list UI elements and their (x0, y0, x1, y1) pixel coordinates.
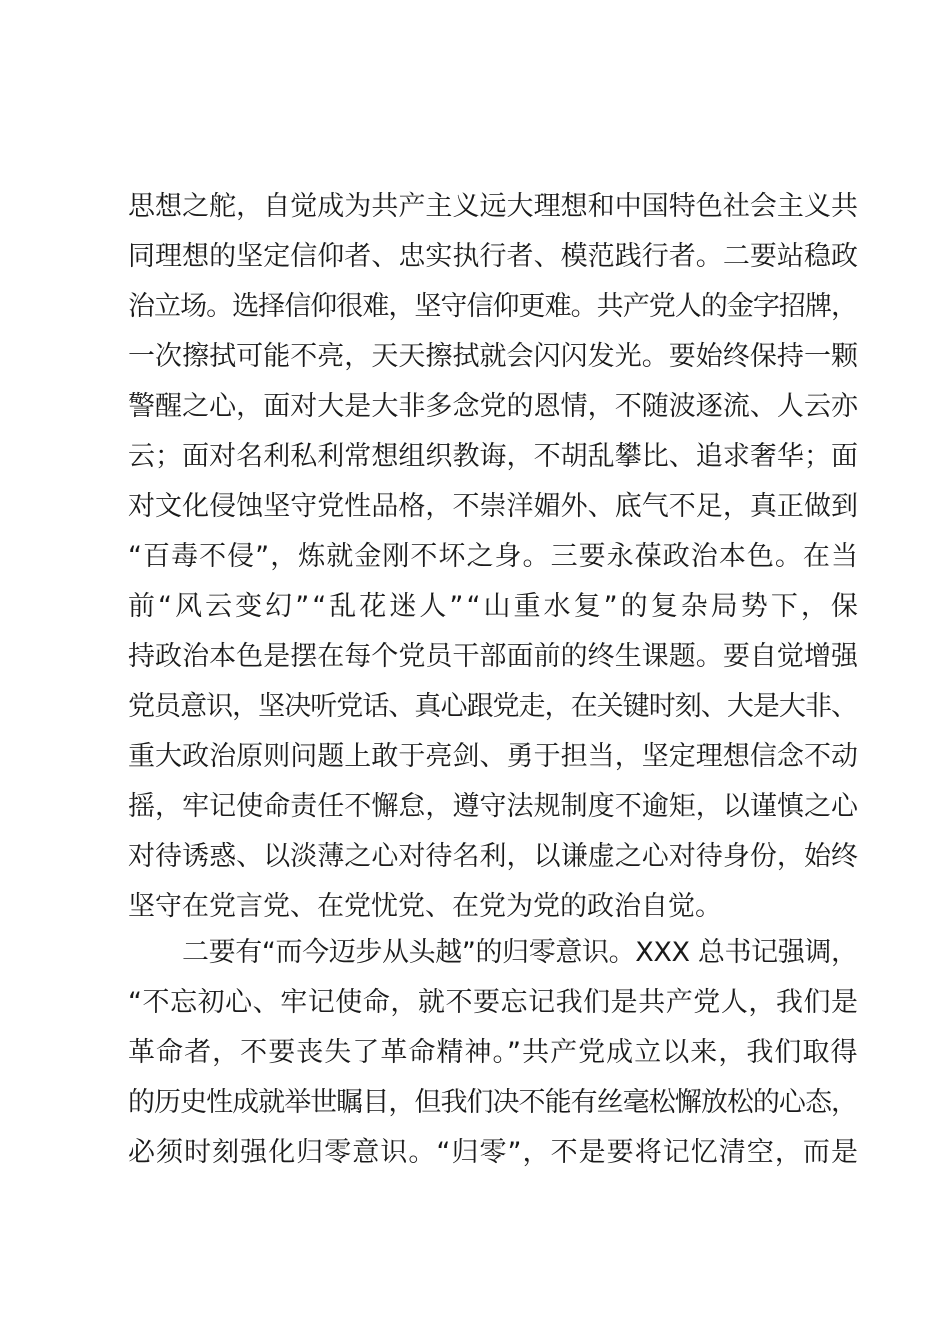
paragraph-1-line (128, 682, 858, 732)
line-text: 警醒之心，面对大是大非多念党的恩情，不随波逐流、人云亦 (128, 391, 859, 422)
paragraph-2-line (128, 928, 858, 978)
line-text: 必须时刻强化归零意识。“归零”，不是要将记忆清空，而是 (128, 1137, 860, 1168)
paragraph-1-line (128, 382, 858, 432)
line-text: 思想之舵，自觉成为共产主义远大理想和中国特色社会主义共 (128, 191, 859, 222)
line-text: “百毒不侵”，炼就金刚不坏之身。三要永葆政治本色。在当 (128, 541, 860, 572)
line-text: 的历史性成就举世瞩目，但我们决不能有丝毫松懈放松的心态， (128, 1087, 858, 1118)
line-text: 持政治本色是摆在每个党员干部面前的终生课题。要自觉增强 (128, 641, 859, 672)
paragraph-1-line (128, 182, 858, 232)
paragraph-1-line (128, 282, 858, 332)
line-text: 坚守在党言党、在党忧党、在党为党的政治自觉。 (128, 891, 722, 922)
line-text: 对待诱惑、以淡薄之心对待名利，以谦虚之心对待身份，始终 (128, 841, 859, 872)
line-text: 革命者，不要丧失了革命精神。”共产党成立以来，我们取得 (128, 1037, 859, 1068)
line-text: 云；面对名利私利常想组织教诲，不胡乱攀比、追求奢华；面 (128, 441, 859, 472)
paragraph-2-line (128, 978, 858, 1028)
line-text: 一次擦拭可能不亮，天天擦拭就会闪闪发光。要始终保持一颗 (128, 341, 859, 372)
paragraph-1-line (128, 882, 858, 932)
paragraph-1-line (128, 432, 858, 482)
paragraph-2 (128, 928, 858, 1178)
paragraph-1-line (128, 232, 858, 282)
line-text: 对文化侵蚀坚守党性品格，不崇洋媚外、底气不足，真正做到 (128, 491, 859, 522)
line-text: 二要有“而今迈步从头越”的归零意识。XXX 总书记强调， (182, 937, 858, 968)
line-text: 摇，牢记使命责任不懈怠，遵守法规制度不逾矩，以谨慎之心 (128, 791, 859, 822)
paragraph-1-line (128, 582, 861, 632)
paragraph-1-line (128, 632, 858, 682)
line-text: 党员意识，坚决听党话、真心跟党走，在关键时刻、大是大非、 (128, 691, 858, 722)
paragraph-2-line (128, 1128, 858, 1178)
paragraph-1-line (128, 782, 858, 832)
paragraph-1 (128, 182, 861, 932)
paragraph-2-line (128, 1078, 858, 1128)
line-text: 重大政治原则问题上敢于亮剑、勇于担当，坚定理想信念不动 (128, 741, 859, 772)
line-text: 治立场。选择信仰很难，坚守信仰更难。共产党人的金字招牌， (128, 291, 858, 322)
paragraph-1-line (128, 732, 858, 782)
paragraph-2-line (128, 1028, 858, 1078)
paragraph-1-line (128, 332, 858, 382)
line-text: “不忘初心、牢记使命，就不要忘记我们是共产党人，我们是 (128, 987, 859, 1018)
paragraph-1-line (128, 532, 858, 582)
line-text: 前“风云变幻”“乱花迷人”“山重水复”的复杂局势下，保 (128, 591, 861, 622)
paragraph-1-line (128, 832, 858, 882)
line-text: 同理想的坚定信仰者、忠实执行者、模范践行者。二要站稳政 (128, 241, 859, 272)
paragraph-1-line (128, 482, 858, 532)
